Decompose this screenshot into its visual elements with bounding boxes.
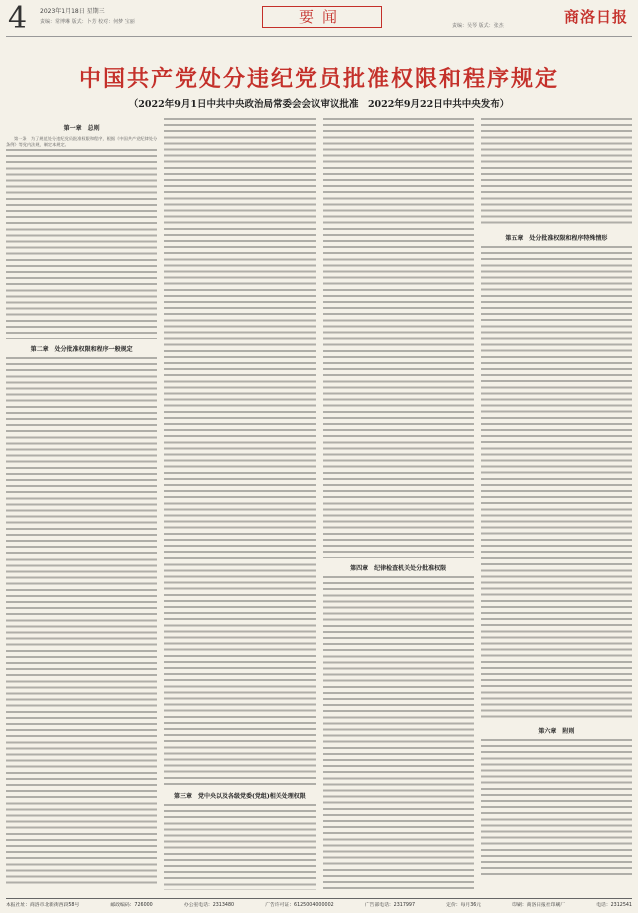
text-block (481, 246, 632, 721)
chapter-heading-5: 第五章 处分批准权限和程序特殊情形 (505, 235, 608, 242)
editor-line: 责编：常博琳 版式：卜芳 校对：何梦 宝丽 (40, 19, 135, 25)
footer-printer-phone: 电话：2312541 (596, 903, 632, 908)
paper-logo: 商洛日报 (563, 8, 628, 26)
text-column-1 (6, 118, 157, 890)
chapter-heading-6: 第六章 附则 (538, 728, 575, 735)
chapter-heading-1: 第一章 总则 (63, 125, 100, 132)
text-block (323, 118, 474, 558)
page-footer (6, 898, 632, 908)
right-editor-line: 责编：吴琴 版式：张杰 (452, 23, 504, 29)
text-block (323, 576, 474, 890)
page-number: 4 (8, 1, 28, 36)
footer-address: 本报社址：商洛市北新街西段58号 (6, 903, 80, 908)
text-column-2 (164, 118, 315, 890)
date-text: 2023年1月18日 星期三 (40, 8, 105, 15)
chapter-heading-2: 第二章 处分批准权限和程序一般规定 (30, 346, 133, 354)
text-block (481, 118, 632, 228)
chapter-heading-4: 第四章 纪律检查机关处分批准权限 (350, 565, 447, 572)
text-block (164, 118, 315, 786)
footer-phone: 办公室电话：2313480 (183, 903, 235, 908)
section-label: 要闻 (262, 6, 382, 28)
text-block (481, 739, 632, 879)
text-block (164, 804, 315, 890)
article-title: 中国共产党处分违纪党员批准权限和程序规定 (78, 67, 559, 92)
text-block (6, 357, 157, 887)
footer-printer: 印刷：商洛日报社印刷厂 (512, 903, 566, 908)
footer-postcode: 邮政编码：726000 (110, 903, 153, 908)
page-header (0, 0, 638, 40)
chapter-heading-3: 第三章 党中央以及各级党委(党组)相关处理权限 (174, 793, 306, 800)
article-body (6, 118, 632, 890)
footer-ads-phone: 广告部电话：2317997 (364, 903, 416, 908)
footer-ads: 广告许可证：6125004000002 (265, 903, 334, 908)
opening-paragraph: 第一条 为了规范处分违纪党员批准权限和程序，根据《中国共产党纪律处分条例》等党内法规，制定本规定。 (6, 136, 158, 148)
text-column-4 (481, 118, 632, 890)
text-column-3 (323, 118, 474, 890)
article-subtitle: （2022年9月1日中共中央政治局常委会会议审议批准 2022年9月22日中共中央发布） (128, 99, 510, 110)
header-divider (6, 36, 632, 37)
date-line (40, 6, 135, 25)
text-block (6, 149, 157, 339)
footer-price: 定价：每月36元 (446, 903, 482, 908)
